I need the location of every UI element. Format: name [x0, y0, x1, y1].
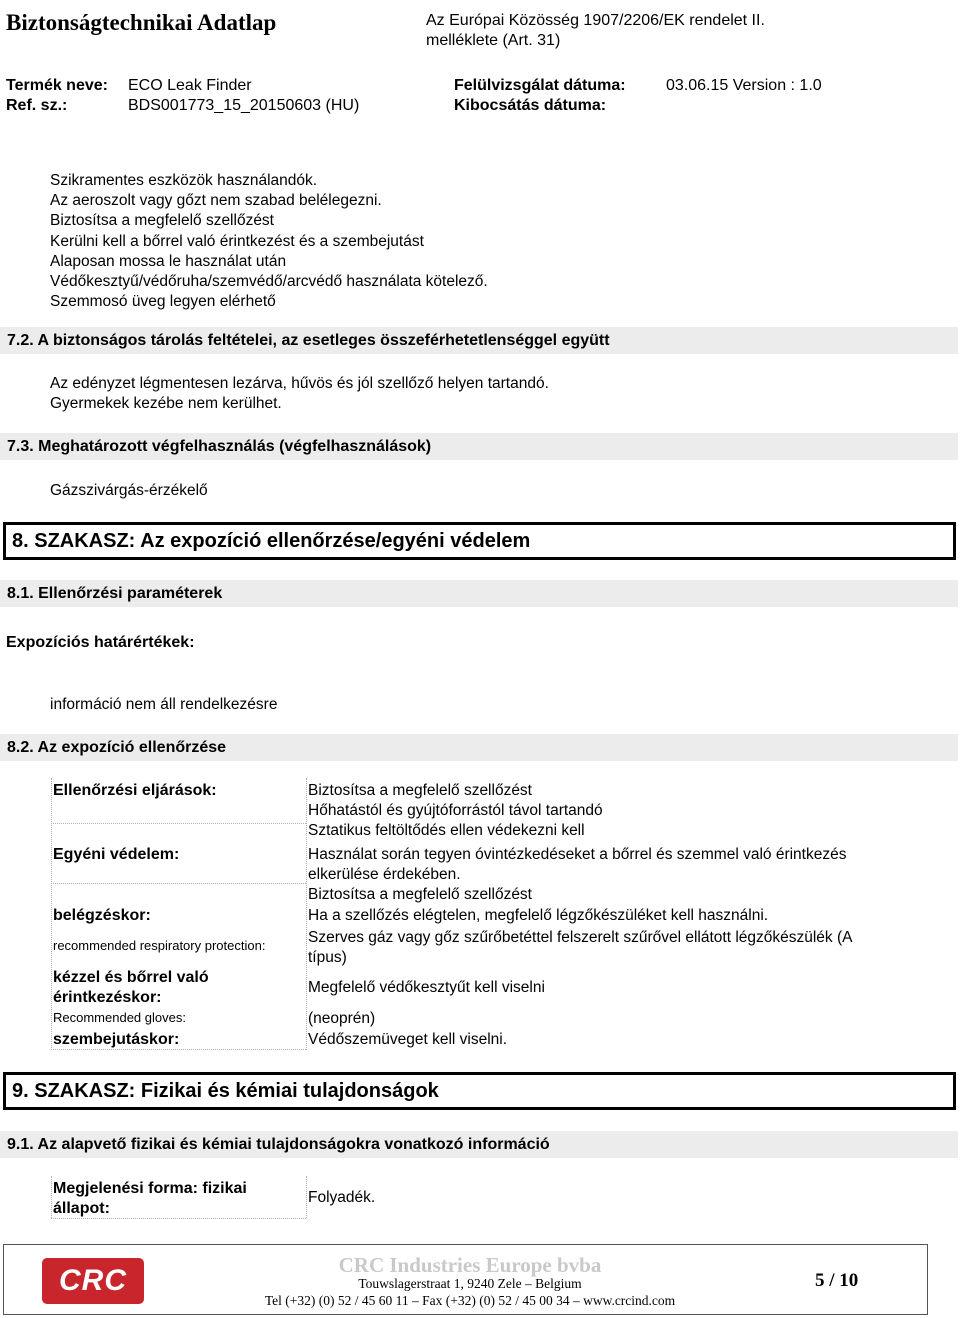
- handling-line: Biztosítsa a megfelelő szellőzést: [50, 212, 274, 230]
- control-item: Biztosítsa a megfelelő szellőzést: [308, 782, 532, 799]
- contact-line: Tel (+32) (0) 52 / 45 60 11 – Fax (+32) (0) 52 / 45 00 34 – www.crcind.com: [264, 1293, 676, 1308]
- skin-label-line: kézzel és bőrrel való: [53, 969, 209, 986]
- personal-line: Biztosítsa a megfelelő szellőzést: [308, 886, 532, 904]
- controls-list: [308, 781, 603, 842]
- appearance-label-line: állapot:: [53, 1200, 110, 1217]
- recommended-gloves-text: (neoprén): [308, 1010, 376, 1027]
- handling-line: Szikramentes eszközök használandók.: [50, 172, 318, 189]
- table-left-border: [51, 1176, 52, 1218]
- appearance-label: [53, 1179, 247, 1219]
- issue-date-label: Kibocsátás dátuma:: [454, 97, 607, 114]
- personal-protection-label: Egyéni védelem:: [53, 846, 180, 863]
- skin-contact-label: [53, 968, 209, 1008]
- inhalation-label: belégzéskor:: [53, 907, 151, 924]
- exposure-limits-text: információ nem áll rendelkezésre: [50, 696, 278, 713]
- section-8-title: 8. SZAKASZ: Az expozíció ellenőrzése/egyéni védelem: [3, 522, 956, 560]
- regulation-line-2: melléklete (Art. 31): [426, 32, 561, 49]
- ref-number-label: Ref. sz.:: [6, 97, 68, 114]
- skin-contact-text: Megfelelő védőkesztyűt kell viselni: [308, 979, 545, 996]
- regulation-reference: [426, 11, 765, 51]
- subsection-7-2-title: 7.2. A biztonságos tárolás feltételei, az esetleges összeférhetetlenséggel együtt: [0, 327, 958, 354]
- regulation-line-1: Az Európai Közösség 1907/2206/EK rendelet II.: [426, 12, 765, 29]
- storage-line: Gyermekek kezébe nem kerülhet.: [50, 395, 282, 413]
- handling-line: Védőkesztyű/védőruha/szemvédő/arcvédő használata kötelező.: [50, 273, 488, 291]
- personal-protection-text: [308, 845, 846, 906]
- subsection-8-1-title: 8.1. Ellenőrzési paraméterek: [0, 580, 958, 607]
- crc-logo: CRC: [42, 1258, 144, 1304]
- handling-line: Az aeroszolt vagy gőzt nem szabad belélegezni.: [50, 192, 382, 210]
- controls-label: Ellenőrzési eljárások:: [53, 782, 217, 799]
- company-address: [250, 1275, 690, 1309]
- control-item: Sztatikus feltöltődés ellen védekezni kell: [308, 822, 585, 840]
- appearance-label-line: Megjelenési forma: fizikai: [53, 1180, 247, 1197]
- handling-line: Alaposan mossa le használat után: [50, 252, 287, 270]
- handling-line: Szemmosó üveg legyen elérhető: [50, 293, 276, 311]
- inhalation-text: Ha a szellőzés elégtelen, megfelelő légzőkészüléket kell használni.: [308, 907, 769, 924]
- respiratory-protection-text: [308, 928, 852, 968]
- row-divider: [51, 823, 306, 824]
- table-left-border: [51, 778, 52, 1050]
- product-name-label: Termék neve:: [6, 77, 108, 94]
- handling-precautions: [50, 171, 488, 312]
- company-name: CRC Industries Europe bvba: [338, 1253, 602, 1277]
- page-number: 5 / 10: [815, 1270, 859, 1291]
- section-9-title: 9. SZAKASZ: Fizikai és kémiai tulajdonságok: [3, 1072, 956, 1110]
- subsection-9-1-title: 9.1. Az alapvető fizikai és kémiai tulajdonságokra vonatkozó információ: [0, 1131, 958, 1158]
- skin-label-line: érintkezéskor:: [53, 989, 162, 1006]
- storage-conditions: [50, 374, 549, 414]
- revision-date-value: 03.06.15 Version : 1.0: [666, 77, 822, 94]
- respiratory-line: típus): [308, 949, 347, 967]
- ref-number-value: BDS001773_15_20150603 (HU): [128, 97, 360, 114]
- handling-line: Kerülni kell a bőrrel való érintkezést és a szembejutást: [50, 232, 424, 250]
- revision-date-label: Felülvizsgálat dátuma:: [454, 77, 626, 94]
- respiratory-protection-label: recommended respiratory protection:: [53, 938, 266, 953]
- personal-line: Használat során tegyen óvintézkedéseket a bőrrel és szemmel való érintkezés: [308, 846, 847, 863]
- storage-line: Az edényzet légmentesen lezárva, hűvös és jól szellőző helyen tartandó.: [50, 375, 549, 392]
- exposure-limits-label: Expozíciós határértékek:: [6, 634, 195, 651]
- document-title: Biztonságtechnikai Adatlap: [6, 10, 277, 35]
- personal-line: elkerülése érdekében.: [308, 866, 461, 884]
- address-line: Touwslagerstraat 1, 9240 Zele – Belgium: [358, 1276, 582, 1291]
- product-name-value: ECO Leak Finder: [128, 77, 252, 94]
- appearance-value: Folyadék.: [308, 1189, 376, 1206]
- end-use-text: Gázszivárgás-érzékelő: [50, 482, 208, 499]
- eye-contact-text: Védőszemüveget kell viselni.: [308, 1031, 508, 1048]
- control-item: Hőhatástól és gyújtóforrástól távol tartandó: [308, 802, 603, 820]
- table-column-divider: [306, 1176, 307, 1218]
- eye-contact-label: szembejutáskor:: [53, 1031, 180, 1048]
- recommended-gloves-label: Recommended gloves:: [53, 1010, 186, 1025]
- subsection-7-3-title: 7.3. Meghatározott végfelhasználás (végfelhasználások): [0, 433, 958, 460]
- row-divider: [51, 883, 306, 884]
- table-column-divider: [306, 778, 307, 1050]
- respiratory-line: Szerves gáz vagy gőz szűrőbetéttel felszerelt szűrővel ellátott légzőkészülék (A: [308, 929, 853, 946]
- subsection-8-2-title: 8.2. Az expozíció ellenőrzése: [0, 734, 958, 761]
